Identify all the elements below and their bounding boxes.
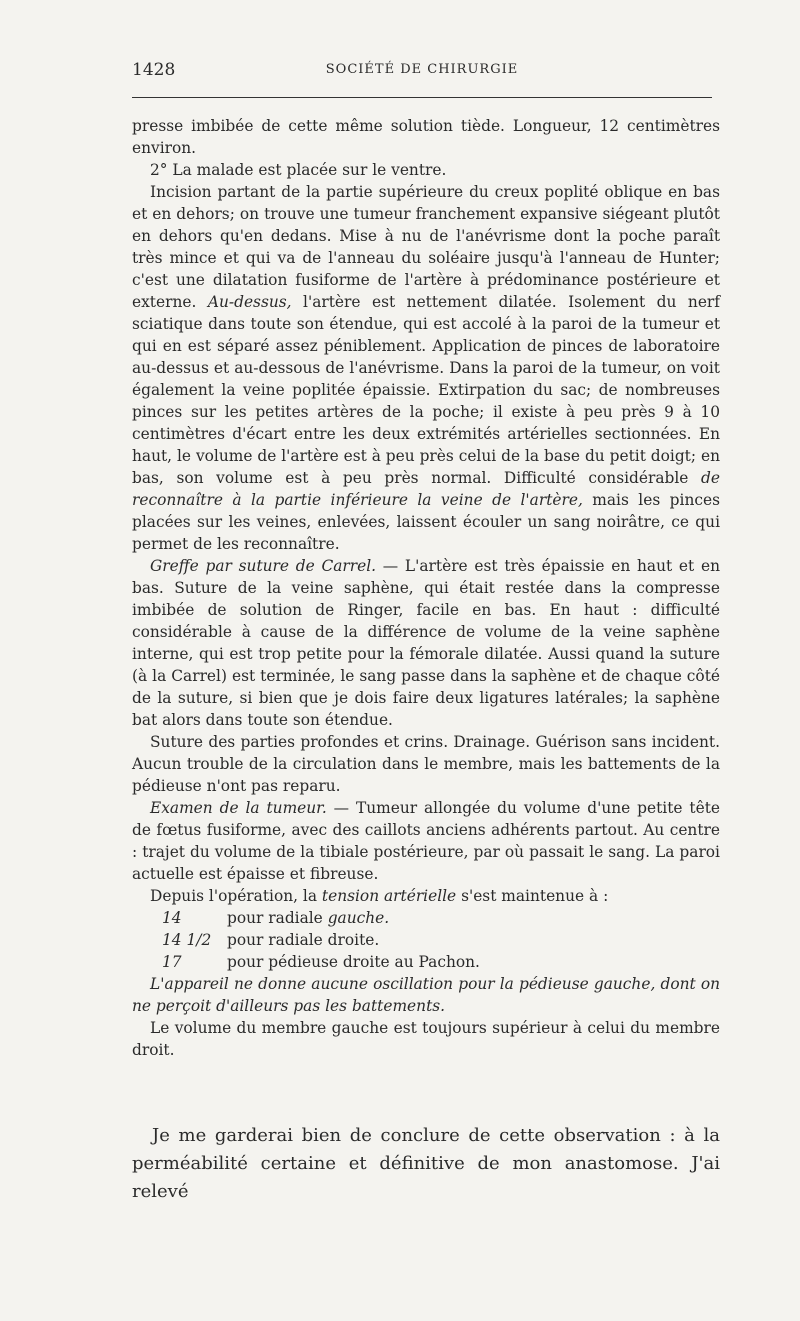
paragraph (132, 181, 720, 555)
paragraph: presse imbibée de cette même solution tiède. Longueur, 12 centimètres environ. (132, 117, 720, 157)
pressure-label: pour pédieuse droite au Pachon. (227, 953, 480, 971)
italic-run: tension artérielle (321, 887, 457, 905)
page-number: 1428 (132, 60, 176, 80)
italic-run: Examen de la tumeur. (150, 799, 327, 817)
pressure-value: 17 (162, 953, 182, 971)
italic-run: Au-dessus, (207, 293, 292, 311)
paragraph: Le volume du membre gauche est toujours supérieur à celui du membre droit. (132, 1019, 720, 1059)
header-rule (132, 97, 712, 98)
paragraph (132, 555, 720, 731)
text-run: Depuis l'opération, la (150, 887, 322, 905)
italic-run: de reconnaître à la partie inférieure la veine de l'artère, (132, 469, 721, 509)
text-run: Incision partant de la partie supérieure du creux poplité oblique en bas et en dehors; on trouve une tumeur franchement expansive siégeant plutôt en dehors qu'en dedans. Mise à nu de l'anévrisme dont la poche paraît très mince et qui va de l'anneau du soléaire jusqu'à l'anneau de Hunter; c'est une dilatation fusiforme de l'artère à prédominance postérieure et externe. (132, 183, 720, 311)
paragraph (132, 973, 720, 1017)
paragraph (132, 797, 720, 885)
pressure-value: 14 1/2 (162, 931, 212, 949)
paragraph: Je me garderai bien de conclure de cette observation : à la perméabilité certaine et définitive de mon anastomose. J'ai relevé (132, 1125, 720, 1202)
paragraph (132, 885, 720, 907)
italic-run: Greffe par suture de Carrel. (150, 557, 377, 575)
pressure-entry (132, 929, 720, 951)
paragraph: 2° La malade est placée sur le ventre. (150, 161, 447, 179)
text-run: — L'artère est très épaissie en haut et en bas. Suture de la veine saphène, qui était restée dans la compresse imbibée de solution de Ringer, facile en bas. En haut : difficulté considérable à cause de la différence de volume de la veine saphène interne, qui est trop petite pour la fémorale dilatée. Aussi quand la suture (à la Carrel) est terminée, le sang passe dans la saphène et de chaque côté de la suture, si bien que je dois faire deux ligatures latérales; la saphène bat alors dans toute son étendue. (132, 557, 720, 729)
pressure-entry (132, 951, 720, 973)
text-run: — Tumeur allongée du volume d'une petite tête de fœtus fusiforme, avec des caillots anciens adhérents partout. Au centre : trajet du volume de la tibiale postérieure, par où passait le sang. La paroi actuelle est épaisse et fibreuse. (132, 799, 720, 883)
text-run: l'artère est nettement dilatée. Isolement du nerf sciatique dans toute son étendue, qui est accolé à la paroi de la tumeur et qui en est séparé assez péniblement. Application de pinces de laboratoire au-dessus et au-dessous de l'anévrisme. Dans la paroi de la tumeur, on voit également la veine poplitée épaissie. Extirpation du sac; de nombreuses pinces sur les petites artères de la poche; il existe à peu près 9 à 10 centimètres d'écart entre les deux extrémités artérielles sectionnées. En haut, le volume de l'artère est à peu près celui de la base du petit doigt; en bas, son volume est à peu près normal. Difficulté considérable (132, 293, 720, 487)
page-header (132, 60, 712, 84)
paragraph: Suture des parties profondes et crins. Drainage. Guérison sans incident. Aucun trouble de la circulation dans le membre, mais les battements de la pédieuse n'ont pas reparu. (132, 733, 720, 795)
pressure-label: pour radiale droite. (227, 931, 380, 949)
body-text (132, 115, 720, 1061)
text-run: mais les pinces placées sur les veines, enlevées, laissent écouler un sang noirâtre, ce qui permet de les reconnaître. (132, 491, 720, 553)
text-run: s'est maintenue à : (456, 887, 609, 905)
pressure-side: gauche. (327, 909, 390, 927)
main-text (132, 1122, 720, 1206)
pressure-value: 14 (162, 909, 182, 927)
italic-run: L'appareil ne donne aucune oscillation pour la pédieuse gauche, dont on ne perçoit d'ailleurs pas les battements. (132, 975, 720, 1015)
running-title: SOCIÉTÉ DE CHIRURGIE (325, 62, 519, 77)
pressure-label: pour radiale (227, 909, 323, 927)
pressure-entry (132, 907, 720, 929)
